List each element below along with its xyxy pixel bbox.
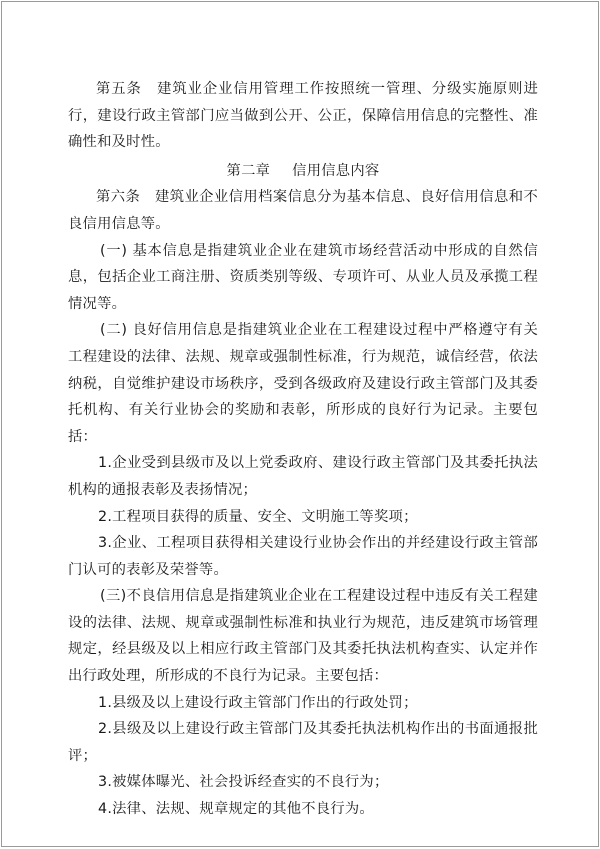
chapter-title: 信用信息内容: [292, 162, 380, 179]
bad-credit-item: 3.被媒体曝光、社会投诉经查实的不良行为；: [98, 774, 389, 791]
document-body: [68, 76, 538, 823]
good-credit-item: 2.工程项目获得的质量、安全、文明施工等奖项；: [98, 508, 418, 525]
good-credit-item: 1.企业受到县级市及以上党委政府、建设行政主管部门及其委托执法机构的通报表彰及表扬情况；: [68, 455, 538, 498]
bad-credit-item: 4.法律、法规、规章规定的其他不良行为。: [98, 801, 374, 818]
chapter-heading: [68, 158, 538, 185]
clause-good-credit: (二) 良好信用信息是指建筑业企业在工程建设过程中严格遵守有关工程建设的法律、法规、规章或强制性标准，行为规范，诚信经营，依法纳税，自觉维护建设市场秩序，受到各级政府及建设行政主管部门及其委托机构、有关行业协会的奖励和表彰，所形成的良好行为记录。主要包括：: [68, 322, 538, 445]
bad-credit-item: 1.县级及以上建设行政主管部门作出的行政处罚；: [98, 694, 418, 711]
article-5: 第五条 建筑业企业信用管理工作按照统一管理、分级实施原则进行，建设行政主管部门应当做到公开、公正，保障信用信息的完整性、准确性和及时性。: [68, 81, 538, 151]
chapter-number: 第二章: [226, 162, 271, 179]
article-6: 第六条 建筑业企业信用档案信息分为基本信息、良好信用信息和不良信用信息等。: [68, 189, 538, 232]
good-credit-item: 3.企业、工程项目获得相关建设行业协会作出的并经建设行政主管部门认可的表彰及荣誉等。: [68, 535, 538, 578]
clause-basic-info: (一) 基本信息是指建筑业企业在建筑市场经营活动中形成的自然信息，包括企业工商注册、资质类别等级、专项许可、从业人员及承揽工程情况等。: [68, 242, 538, 312]
bad-credit-item: 2.县级及以上建设行政主管部门及其委托执法机构作出的书面通报批评；: [68, 721, 538, 764]
document-page: [1, 1, 599, 847]
clause-bad-credit: (三)不良信用信息是指建筑业企业在工程建设过程中违反有关工程建设的法律、法规、规章或强制性标准和执业行为规范，违反建筑市场管理规定，经县级及以上相应行政主管部门及其委托执法机构查实、认定并作出行政处理，所形成的不良行为记录。主要包括：: [68, 588, 538, 685]
